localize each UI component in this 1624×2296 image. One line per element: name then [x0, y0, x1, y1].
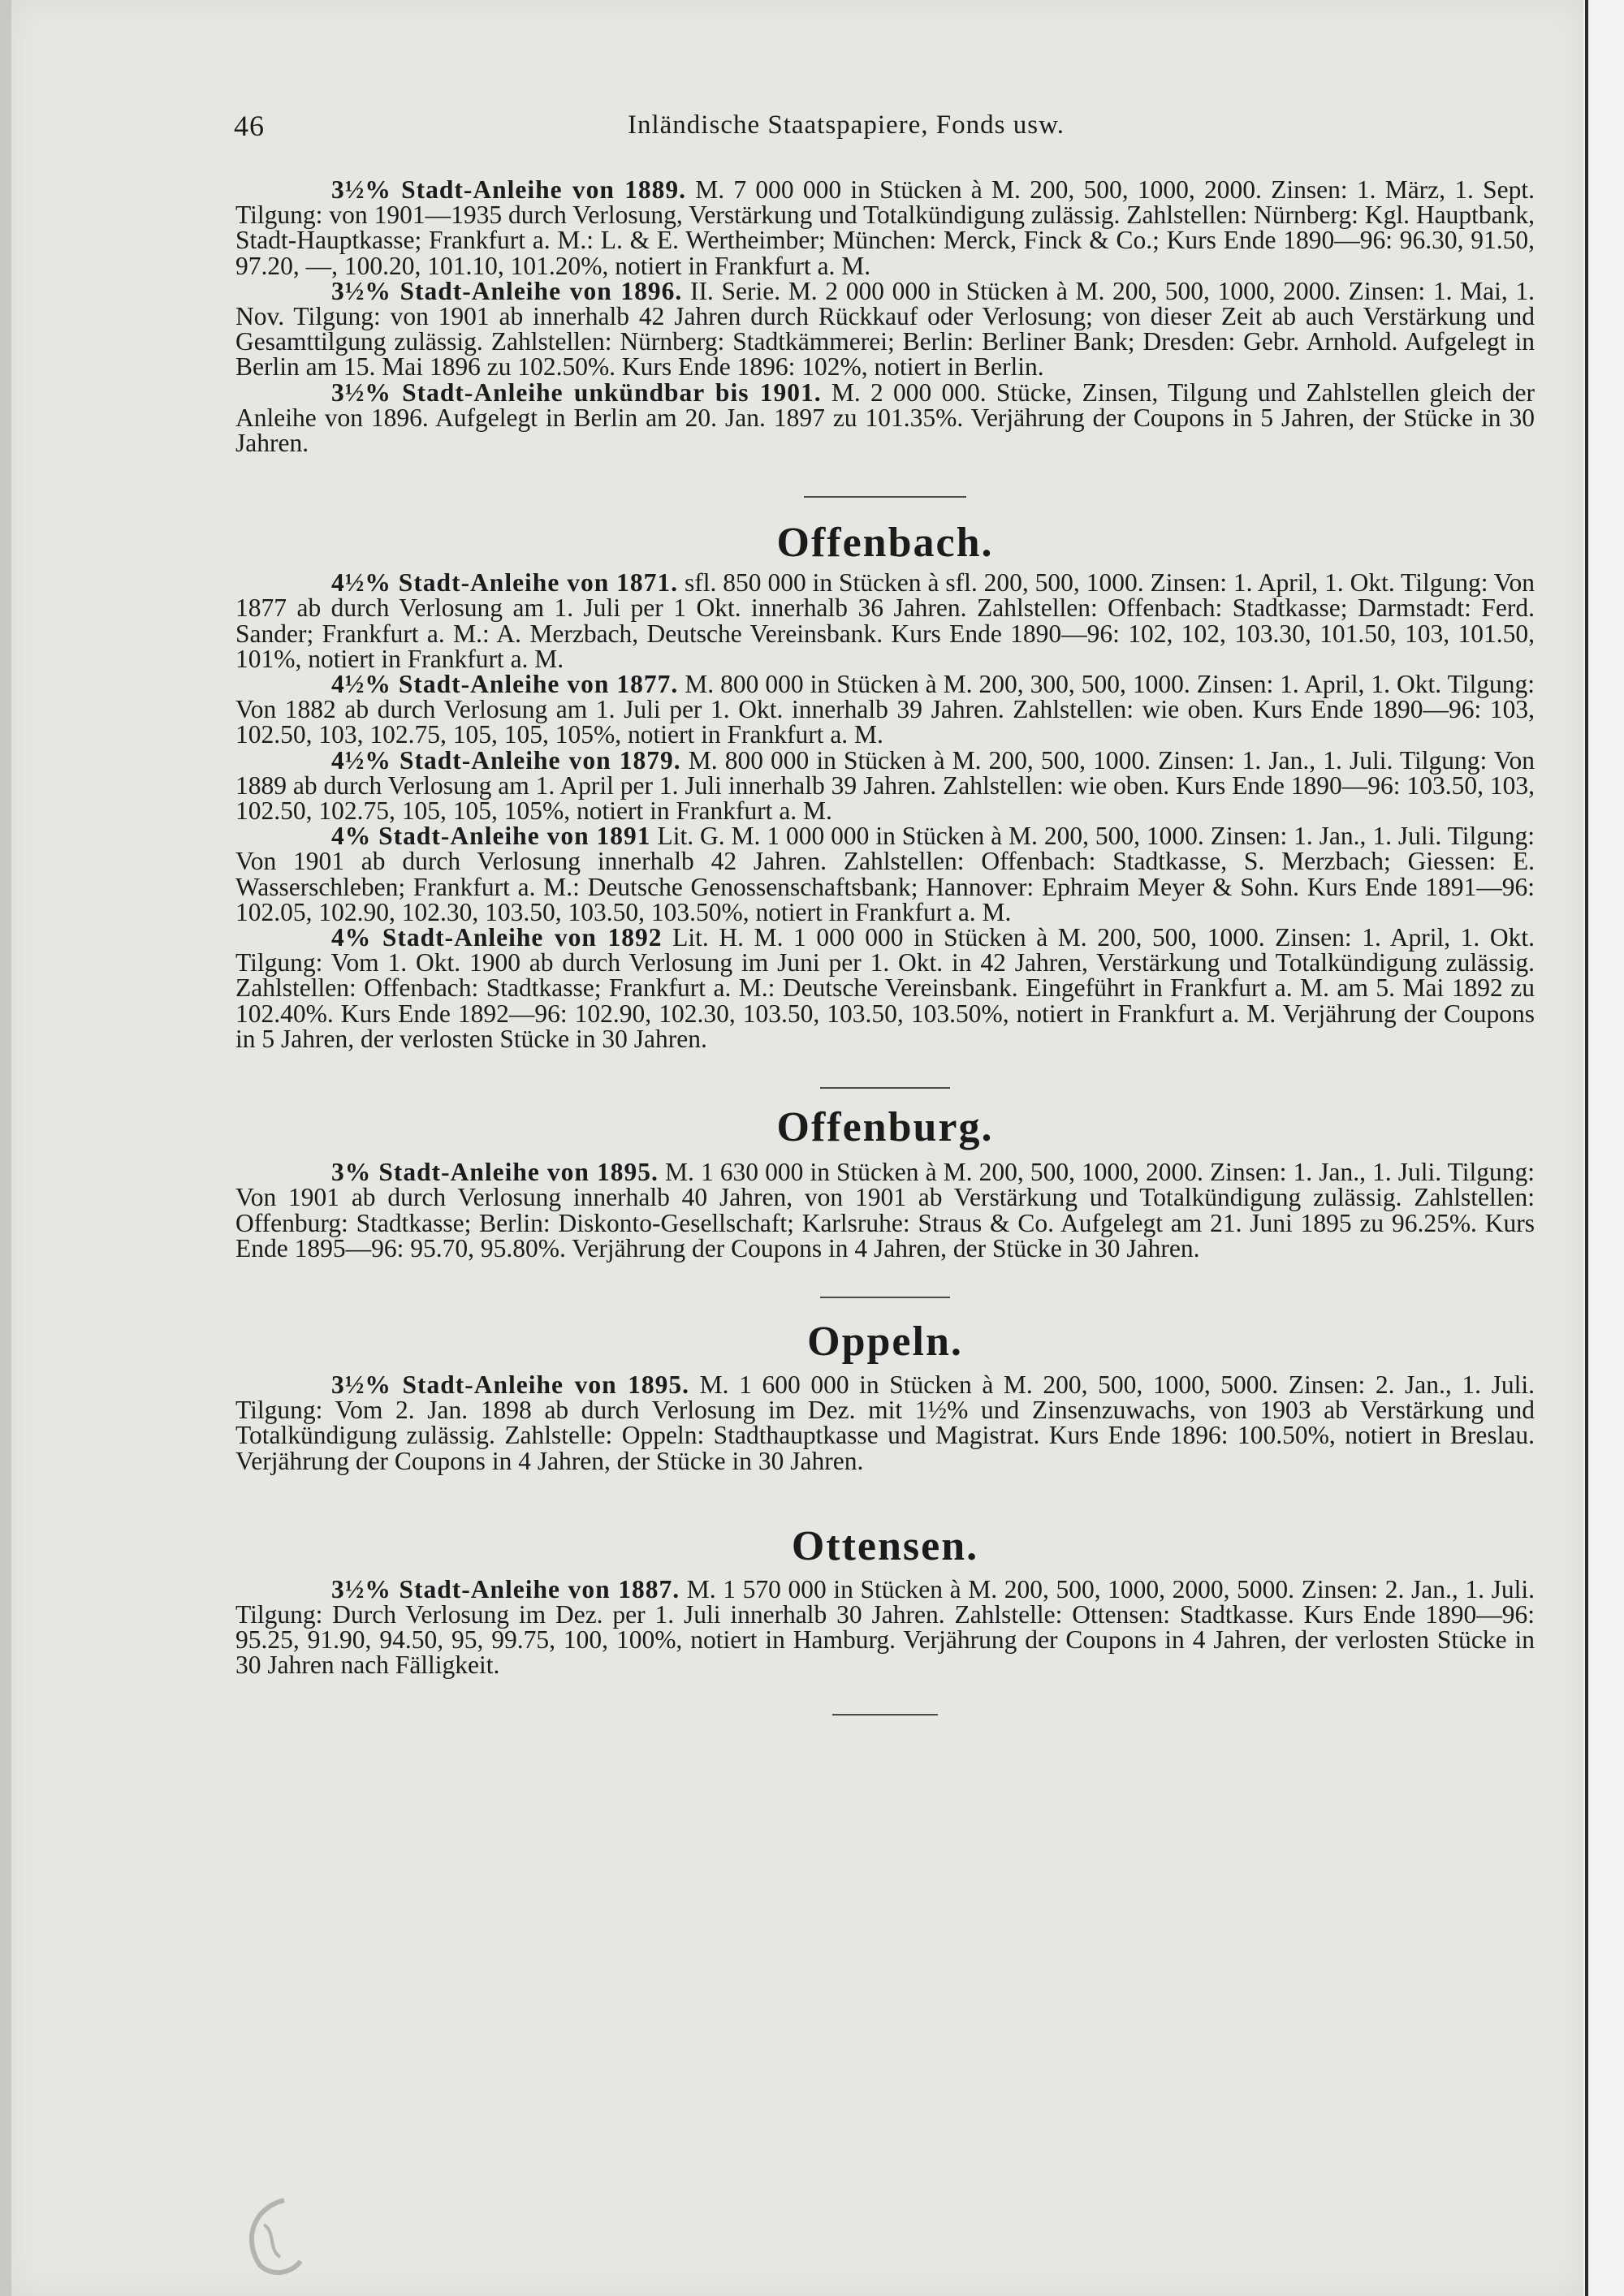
loan-entry: [235, 925, 1535, 1051]
loan-entry: [235, 671, 1535, 748]
city-heading: Oppeln.: [807, 1318, 963, 1365]
loan-title: 3½% Stadt-Anleihe von 1896.: [331, 276, 683, 305]
loan-text: M. 1 600 000 in Stücken à M. 200, 500, 1000, 5000. Zinsen: 2. Jan., 1. Juli. Tilgung: Vom 2. Jan. 1898 ab durch Verlosung im Dez. mit 1½% und Zinsenzuwachs, von 1903 ab Verstärkung und Totalkündigung zulässig. Zahlstelle: Oppeln: Stadthauptkasse und Magistrat. Kurs Ende 1896: 100.50%, notiert in Breslau. Verjährung der Coupons in 4 Jahren, der Stücke in 30 Jahren.: [235, 1370, 1535, 1475]
section-divider: [820, 1087, 950, 1089]
page-binding-edge: [1585, 0, 1588, 2296]
loan-title: 4% Stadt-Anleihe von 1891: [331, 822, 651, 851]
section-divider: [820, 1297, 950, 1298]
loan-text: M. 1 570 000 in Stücken à M. 200, 500, 1000, 2000, 5000. Zinsen: 2. Jan., 1. Juli. Tilgung: Durch Verlosung im Dez. per 1. Juli innerhalb 30 Jahren. Zahlstelle: Ottensen: Stadtkasse. Kurs Ende 1890—96: 95.25, 91.90, 94.50, 95, 99.75, 100, 100%, notiert in Hamburg. Verjährung der Coupons in 4 Jahren, der verlosten Stücke in 30 Jahren nach Fälligkeit.: [235, 1574, 1535, 1680]
page-right-margin: [1583, 0, 1624, 2296]
city-heading: Offenbach.: [776, 520, 994, 567]
loan-title: 3½% Stadt-Anleihe von 1887.: [331, 1574, 680, 1603]
page-content: [235, 177, 1535, 1716]
section-divider: [804, 496, 966, 498]
city-heading: Offenburg.: [776, 1104, 994, 1151]
running-title: Inländische Staatspapiere, Fonds usw.: [628, 110, 1065, 140]
loan-entry: [235, 177, 1535, 278]
loan-title: 3½% Stadt-Anleihe von 1889.: [331, 175, 686, 204]
loan-title: 3½% Stadt-Anleihe von 1895.: [331, 1370, 690, 1399]
loan-text: M. 2 000 000. Stücke, Zinsen, Tilgung und Zahlstellen gleich der Anleihe von 1896. Aufgelegt in Berlin am 20. Jan. 1897 zu 101.35%. Verjährung der Coupons in 5 Jahren, der Stücke in 30 Jahren.: [235, 378, 1535, 458]
loan-title: 3½% Stadt-Anleihe unkündbar bis 1901.: [331, 378, 822, 407]
loan-entry: [235, 745, 1535, 826]
section-divider: [832, 1714, 938, 1716]
page-left-edge: [0, 0, 11, 2296]
loan-title: 4½% Stadt-Anleihe von 1871.: [331, 568, 679, 598]
page-number: 46: [234, 110, 265, 142]
loan-text: sfl. 850 000 in Stücken à sfl. 200, 500, 1000. Zinsen: 1. April, 1. Okt. Tilgung: Von 1877 ab durch Verlosung am 1. Juli per 1 Okt. innerhalb 36 Jahren. Zahlstellen: Offenbach: Stadtkasse; Darmstadt: Ferd. Sander; Frankfurt a. M.: A. Merzbach, Deutsche Vereinsbank. Kurs Ende 1890—96: 102, 102, 103.30, 101.50, 103, 101.50, 101%, notiert in Frankfurt a. M.: [235, 568, 1535, 673]
loan-entry: [235, 1372, 1535, 1474]
loan-text: M. 7 000 000 in Stücken à M. 200, 500, 1000, 2000. Zinsen: 1. März, 1. Sept. Tilgung: von 1901—1935 durch Verlosung, Verstärkung und Totalkündigung zulässig. Zahlstellen: Nürnberg: Kgl. Hauptbank, Stadt-Hauptkasse; Frankfurt a. M.: L. & E. Wertheimber; München: Merck, Finck & Co.; Kurs Ende 1890—96: 96.30, 91.50, 97.20, —, 100.20, 101.10, 101.20%, notiert in Frankfurt a. M.: [235, 175, 1535, 280]
loan-title: 4½% Stadt-Anleihe von 1879.: [331, 745, 681, 775]
loan-entry: [235, 1159, 1535, 1261]
loan-entry: [235, 823, 1535, 925]
loan-entry: [235, 380, 1535, 456]
section-oppeln: [235, 1318, 1535, 1474]
loan-text: M. 800 000 in Stücken à M. 200, 300, 500, 1000. Zinsen: 1. April, 1. Okt. Tilgung: Von 1882 ab durch Verlosung am 1. Juli per 1. Okt. innerhalb 39 Jahren. Zahlstellen: wie oben. Kurs Ende 1890—96: 103, 102.50, 103, 102.75, 105, 105, 105%, notiert in Frankfurt a. M.: [235, 670, 1535, 749]
loan-title: 4½% Stadt-Anleihe von 1877.: [331, 670, 679, 699]
city-heading: Ottensen.: [791, 1522, 979, 1569]
loan-text: II. Serie. M. 2 000 000 in Stücken à M. 200, 500, 1000, 2000. Zinsen: 1. Mai, 1. Nov. Tilgung: von 1901 ab innerhalb 42 Jahren durch Rückkauf oder Verlosung; von dieser Zeit ab auch Verstärkung und Gesamttilgung zulässig. Zahlstellen: Nürnberg: Stadtkämmerei; Berlin: Berliner Bank; Dresden: Gebr. Arnhold. Aufgelegt in Berlin am 15. Mai 1896 zu 102.50%. Kurs Ende 1896: 102%, notiert in Berlin.: [235, 276, 1535, 382]
section-ottensen: [235, 1522, 1535, 1678]
library-stamp-mark: [235, 2192, 309, 2281]
section-nuernberg: [235, 175, 1535, 458]
section-offenbach: [235, 519, 1535, 1051]
loan-text: Lit. G. M. 1 000 000 in Stücken à M. 200, 500, 1000. Zinsen: 1. Jan., 1. Juli. Tilgung: Von 1901 ab durch Verlosung innerhalb 42 Jahren. Zahlstellen: Offenbach: Stadtkasse, S. Merzbach; Giessen: E. Wasserschleben; Frankfurt a. M.: Deutsche Genossenschaftsbank; Hannover: Ephraim Meyer & Sohn. Kurs Ende 1891—96: 102.05, 102.90, 102.30, 103.50, 103.50, 103.50%, notiert in Frankfurt a. M.: [235, 822, 1535, 926]
loan-entry: [235, 570, 1535, 671]
section-offenburg: [235, 1103, 1535, 1261]
loan-title: 3% Stadt-Anleihe von 1895.: [331, 1158, 659, 1187]
loan-text: Lit. H. M. 1 000 000 in Stücken à M. 200, 500, 1000. Zinsen: 1. April, 1. Okt. Tilgung: Vom 1. Okt. 1900 ab durch Verlosung im Juni per 1. Okt. in 42 Jahren, Verstärkung und Totalkündigung zulässig. Zahlstellen: Offenbach: Stadtkasse; Frankfurt a. M.: Deutsche Vereinsbank. Eingeführt in Frankfurt a. M. am 5. Mai 1892 zu 102.40%. Kurs Ende 1892—96: 102.90, 102.30, 103.50, 103.50, 103.50%, notiert in Frankfurt a. M. Verjährung der Coupons in 5 Jahren, der verlosten Stücke in 30 Jahren.: [235, 923, 1535, 1053]
loan-entry: [235, 1574, 1535, 1680]
loan-title: 4% Stadt-Anleihe von 1892: [331, 923, 663, 952]
loan-entry: [235, 278, 1535, 380]
running-header: [234, 109, 1533, 149]
loan-text: M. 800 000 in Stücken à M. 200, 500, 1000. Zinsen: 1. Jan., 1. Juli. Tilgung: Von 1889 ab durch Verlosung am 1. April per 1. Juli innerhalb 39 Jahren. Zahlstellen: wie oben. Kurs Ende 1890—96: 103.50, 103, 102.50, 102.75, 105, 105, 105%, notiert in Frankfurt a. M.: [235, 745, 1535, 826]
loan-text: M. 1 630 000 in Stücken à M. 200, 500, 1000, 2000. Zinsen: 1. Jan., 1. Juli. Tilgung: Von 1901 ab durch Verlosung innerhalb 40 Jahren, von 1901 ab Verstärkung und Totalkündigung zulässig. Zahlstellen: Offenburg: Stadtkasse; Berlin: Diskonto-Gesellschaft; Karlsruhe: Straus & Co. Aufgelegt am 21. Juni 1895 zu 96.25%. Kurs Ende 1895—96: 95.70, 95.80%. Verjährung der Coupons in 4 Jahren, der Stücke in 30 Jahren.: [235, 1158, 1535, 1262]
